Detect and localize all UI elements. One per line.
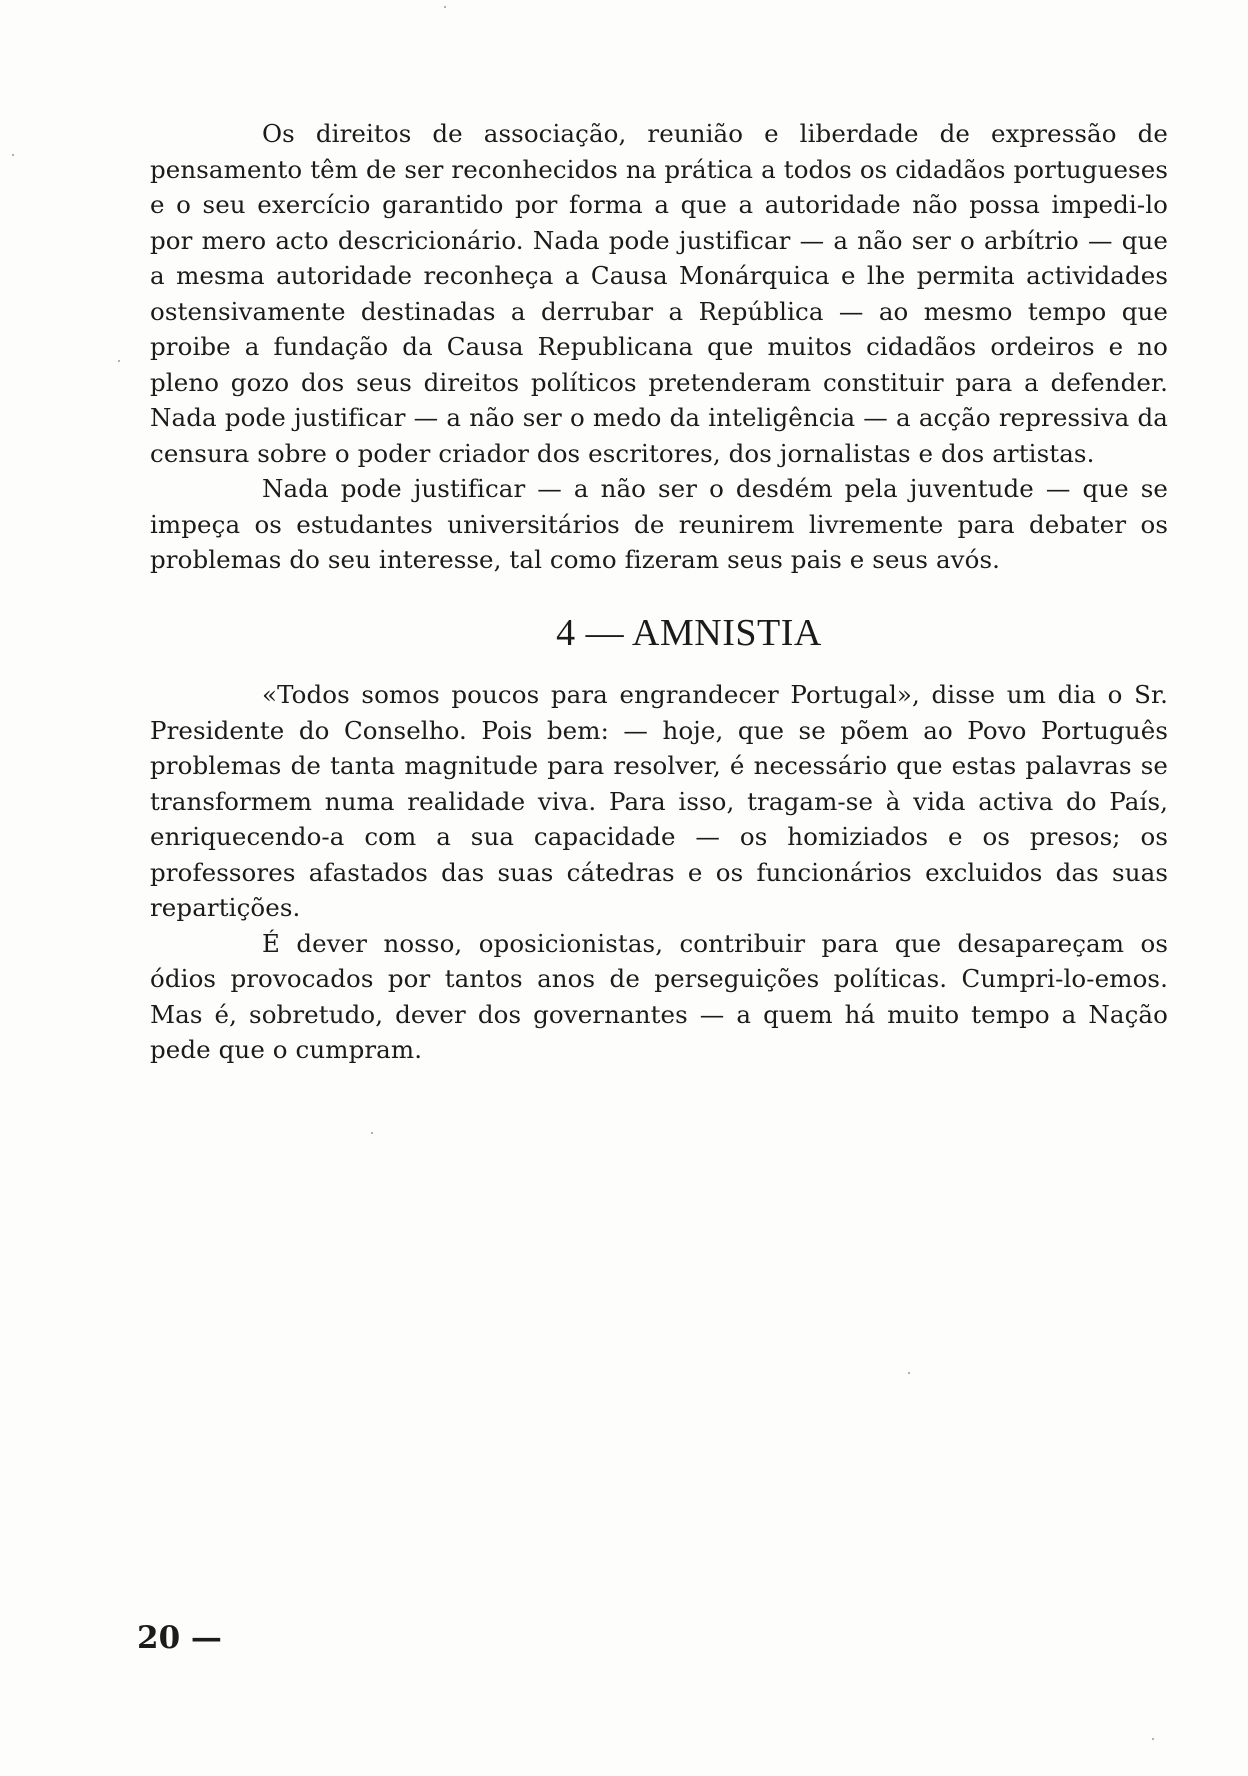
paper-speck bbox=[1152, 1738, 1154, 1740]
body-text-top bbox=[150, 116, 1168, 578]
paper-speck bbox=[444, 6, 446, 8]
paragraph-rights: Os direitos de associação, reunião e liberdade de expressão de pensamento têm de ser reconhecidos na prática a todos os cidadãos portugueses e o seu exercício garantido por forma a que a autoridade não possa impedi-lo por mero acto descricionário. Nada pode justificar — a não ser o arbítrio — que a mesma autoridade reconheça a Causa Monárquica e lhe permita actividades ostensivamente destinadas a derrubar a República — ao mesmo tempo que proibe a fundação da Causa Republicana que muitos cidadãos ordeiros e no pleno gozo dos seus direitos políticos pretenderam constituir para a defender. Nada pode justificar — a não ser o medo da inteligência — a acção repressiva da censura sobre o poder criador dos escritores, dos jornalistas e dos artistas. bbox=[150, 119, 1168, 468]
paragraph-youth: Nada pode justificar — a não ser o desdém pela juventude — que se impeça os estudantes universitários de reunirem livremente para debater os problemas do seu interesse, tal como fizeram seus pais e seus avós. bbox=[150, 474, 1168, 574]
paper-speck bbox=[371, 1132, 373, 1134]
body-text-bottom bbox=[150, 677, 1168, 1068]
section-heading bbox=[0, 611, 1248, 655]
page-number: 20 — bbox=[137, 1620, 222, 1656]
paper-speck bbox=[908, 1372, 910, 1374]
section-heading-text: 4 — AMNISTIA bbox=[556, 612, 822, 654]
paragraph-duty: É dever nosso, oposicionistas, contribuir para que desapareçam os ódios provocados por tantos anos de perseguições políticas. Cumpri-lo-emos. Mas é, sobretudo, dever dos governantes — a quem há muito tempo a Nação pede que o cumpram. bbox=[150, 928, 1168, 1064]
paper-speck bbox=[12, 154, 14, 156]
paper-speck bbox=[118, 360, 120, 362]
paragraph-amnesty: «Todos somos poucos para engrandecer Portugal», disse um dia o Sr. Presidente do Conselho. Pois bem: — hoje, que se põem ao Povo Português problemas de tanta magnitude para resolver, é necessário que estas palavras se transformem numa realidade viva. Para isso, tragam-se à vida activa do País, enriquecendo-a com a sua capacidade — os homiziados e os presos; os professores afastados das suas cátedras e os funcionários excluidos das suas repartições. bbox=[150, 680, 1168, 922]
